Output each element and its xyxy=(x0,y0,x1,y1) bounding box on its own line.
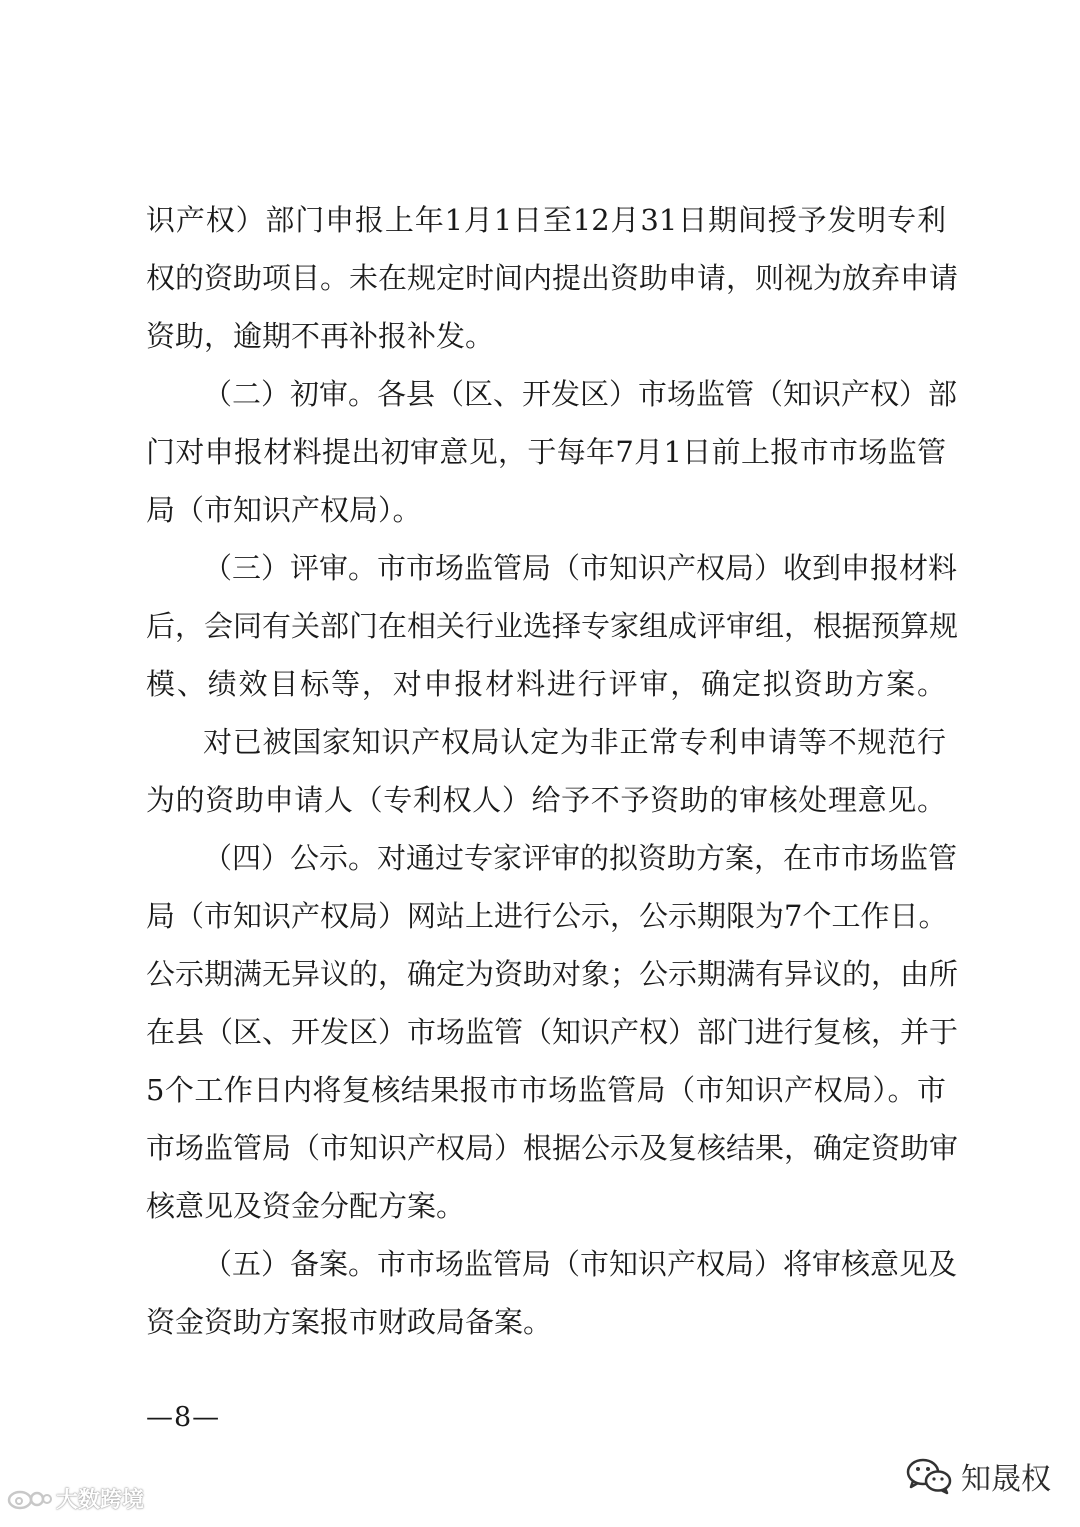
body-line: 局（市知识产权局）。 xyxy=(146,493,422,527)
section-heading-line: （四）公示。对通过专家评审的拟资助方案，在市市场监管 xyxy=(203,841,958,875)
watermark-left-text: 大数跨境 xyxy=(56,1487,145,1513)
section-heading-line: （五）备案。市市场监管局（市知识产权局）将审核意见及 xyxy=(203,1247,958,1281)
section-heading-line: （二）初审。各县（区、开发区）市场监管（知识产权）部 xyxy=(203,377,958,411)
weibo-logo-icon xyxy=(6,1484,52,1512)
body-line: 资助，逾期不再补报补发。 xyxy=(146,319,495,353)
watermark-right-text: 知晟权 xyxy=(961,1462,1051,1497)
body-line: 局（市知识产权局）网站上进行公示，公示期限为7个工作日。 xyxy=(146,899,948,933)
page-number: —8— xyxy=(146,1402,221,1433)
body-line: 后，会同有关部门在相关行业选择专家组成评审组，根据预算规 xyxy=(146,609,959,643)
wechat-logo-icon xyxy=(905,1456,953,1496)
body-line: 市场监管局（市知识产权局）根据公示及复核结果，确定资助审 xyxy=(146,1131,959,1165)
paragraph-first-line: 对已被国家知识产权局认定为非正常专利申请等不规范行 xyxy=(203,725,946,759)
body-line: 识产权）部门申报上年1月1日至12月31日期间授予发明专利 xyxy=(146,203,946,237)
watermark-left xyxy=(6,1478,144,1518)
body-line: 5个工作日内将复核结果报市市场监管局（市知识产权局）。市 xyxy=(146,1073,946,1107)
body-line: 核意见及资金分配方案。 xyxy=(146,1189,466,1223)
watermark-right xyxy=(905,1452,1051,1500)
body-line: 为的资助申请人（专利权人）给予不予资助的审核处理意见。 xyxy=(146,783,946,817)
body-line: 公示期满无异议的，确定为资助对象；公示期满有异议的，由所 xyxy=(146,957,959,991)
body-line: 在县（区、开发区）市场监管（知识产权）部门进行复核，并于 xyxy=(146,1015,959,1049)
section-heading-line: （三）评审。市市场监管局（市知识产权局）收到申报材料 xyxy=(203,551,958,585)
body-line: 权的资助项目。未在规定时间内提出资助申请，则视为放弃申请 xyxy=(146,261,959,295)
body-line: 模、绩效目标等，对申报材料进行评审，确定拟资助方案。 xyxy=(146,667,946,701)
body-line: 资金资助方案报市财政局备案。 xyxy=(146,1305,553,1339)
body-line: 门对申报材料提出初审意见，于每年7月1日前上报市市场监管 xyxy=(146,435,946,469)
